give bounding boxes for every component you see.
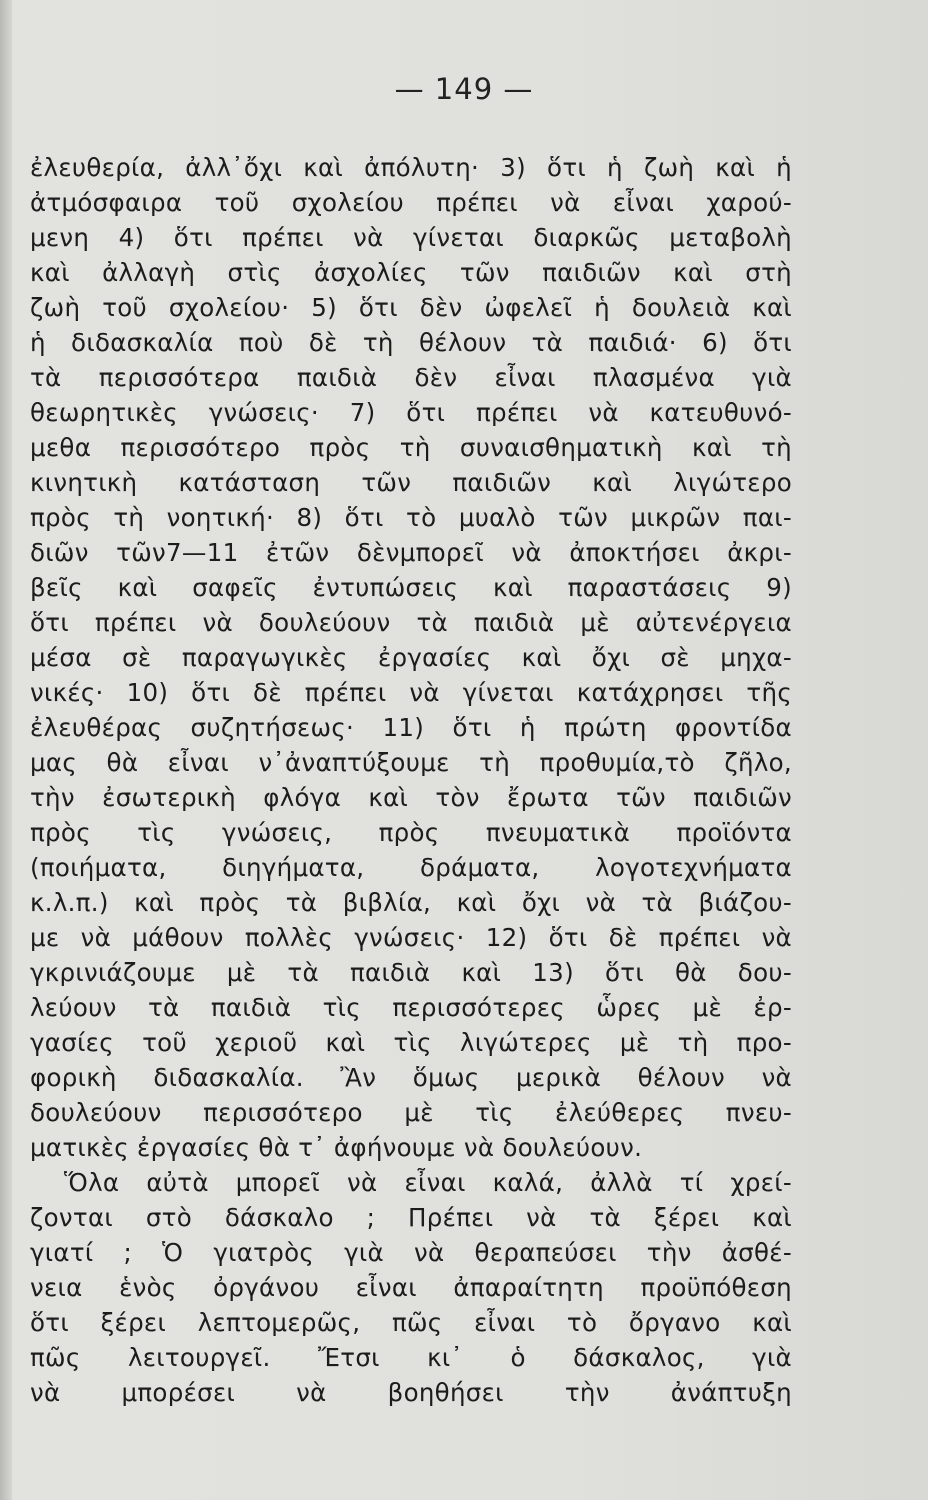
text-line: ὅτι πρέπει νὰ δουλεύουν τὰ παιδιὰ μὲ αὐτενέργεια [30, 608, 792, 637]
text-line-paragraph-start: Ὅλα αὐτὰ μπορεῖ νὰ εἶναι καλά, ἀλλὰ τί χρεί- [64, 1168, 792, 1197]
text-line: με νὰ μάθουν πολλὲς γνώσεις· 12) ὅτι δὲ πρέπει νὰ [30, 923, 792, 952]
text-line: βεῖς καὶ σαφεῖς ἐντυπώσεις καὶ παραστάσεις 9) [30, 573, 792, 602]
text-line: πρὸς τὴ νοητική· 8) ὅτι τὸ μυαλὸ τῶν μικρῶν παι- [30, 503, 792, 532]
text-line: πρὸς τὶς γνώσεις, πρὸς πνευματικὰ προϊόντα [30, 818, 792, 847]
text-line: ἡ διδασκαλία ποὺ δὲ τὴ θέλουν τὰ παιδιά· 6) ὅτι [30, 328, 792, 357]
text-line: ἐλευθερία, ἀλλ᾽ὄχι καὶ ἀπόλυτη· 3) ὅτι ἡ ζωὴ καὶ ἡ [30, 153, 792, 182]
text-line: γιατί ; Ὁ γιατρὸς γιὰ νὰ θεραπεύσει τὴν ἀσθέ- [30, 1238, 792, 1267]
text-line: μεθα περισσότερο πρὸς τὴ συναισθηματικὴ καὶ τὴ [30, 433, 792, 462]
text-line: λεύουν τὰ παιδιὰ τὶς περισσότερες ὧρες μὲ ἐρ- [30, 993, 792, 1022]
body-text [30, 150, 792, 1410]
text-line: μενη 4) ὅτι πρέπει νὰ γίνεται διαρκῶς μεταβολὴ [30, 223, 792, 252]
text-line: ὅτι ξέρει λεπτομερῶς, πῶς εἶναι τὸ ὄργανο καὶ [30, 1308, 792, 1337]
text-line: κινητικὴ κατάσταση τῶν παιδιῶν καὶ λιγώτερο [30, 468, 792, 497]
text-line: γκρινιάζουμε μὲ τὰ παιδιὰ καὶ 13) ὅτι θὰ δου- [30, 958, 792, 987]
text-line: τὴν ἐσωτερικὴ φλόγα καὶ τὸν ἔρωτα τῶν παιδιῶν [30, 783, 792, 812]
text-line: (ποιήματα, διηγήματα, δράματα, λογοτεχνήματα [30, 853, 792, 882]
text-line: ἐλευθέρας συζητήσεως· 11) ὅτι ἡ πρώτη φροντίδα [30, 713, 792, 742]
text-line: νὰ μπορέσει νὰ βοηθήσει τὴν ἀνάπτυξη [30, 1378, 792, 1407]
text-line: μέσα σὲ παραγωγικὲς ἐργασίες καὶ ὄχι σὲ μηχα- [30, 643, 792, 672]
text-line: τὰ περισσότερα παιδιὰ δὲν εἶναι πλασμένα γιὰ [30, 363, 792, 392]
text-line: ζονται στὸ δάσκαλο ; Πρέπει νὰ τὰ ξέρει καὶ [30, 1203, 792, 1232]
text-line: μας θὰ εἶναι ν᾽ἀναπτύξουμε τὴ προθυμία,τὸ ζῆλο, [30, 748, 792, 777]
text-line: ζωὴ τοῦ σχολείου· 5) ὅτι δὲν ὠφελεῖ ἡ δουλειὰ καὶ [30, 293, 792, 322]
text-line: δουλεύουν περισσότερο μὲ τὶς ἐλεύθερες πνευ- [30, 1098, 792, 1127]
text-line: ἀτμόσφαιρα τοῦ σχολείου πρέπει νὰ εἶναι χαρού- [30, 188, 792, 217]
text-line: καὶ ἀλλαγὴ στὶς ἀσχολίες τῶν παιδιῶν καὶ στὴ [30, 258, 792, 287]
text-line: κ.λ.π.) καὶ πρὸς τὰ βιβλία, καὶ ὄχι νὰ τὰ βιάζου- [30, 888, 792, 917]
text-line: φορικὴ διδασκαλία. Ἂν ὅμως μερικὰ θέλουν νὰ [30, 1063, 792, 1092]
text-line: θεωρητικὲς γνώσεις· 7) ὅτι πρέπει νὰ κατευθυνό- [30, 398, 792, 427]
text-line: νεια ἑνὸς ὀργάνου εἶναι ἀπαραίτητη προϋπόθεση [30, 1273, 792, 1302]
text-line: νικές· 10) ὅτι δὲ πρέπει νὰ γίνεται κατάχρησει τῆς [30, 678, 792, 707]
text-line: διῶν τῶν7—11 ἐτῶν δὲνμπορεῖ νὰ ἀποκτήσει ἀκρι- [30, 538, 792, 567]
text-line: πῶς λειτουργεῖ. Ἔτσι κι᾽ ὁ δάσκαλος, γιὰ [30, 1343, 792, 1372]
binding-edge [0, 0, 12, 1500]
text-line: ματικὲς ἐργασίες θὰ τ᾽ ἀφήνουμε νὰ δουλεύουν. [30, 1133, 643, 1162]
page-number: — 149 — [394, 72, 534, 106]
text-line: γασίες τοῦ χεριοῦ καὶ τὶς λιγώτερες μὲ τὴ προ- [30, 1028, 792, 1057]
